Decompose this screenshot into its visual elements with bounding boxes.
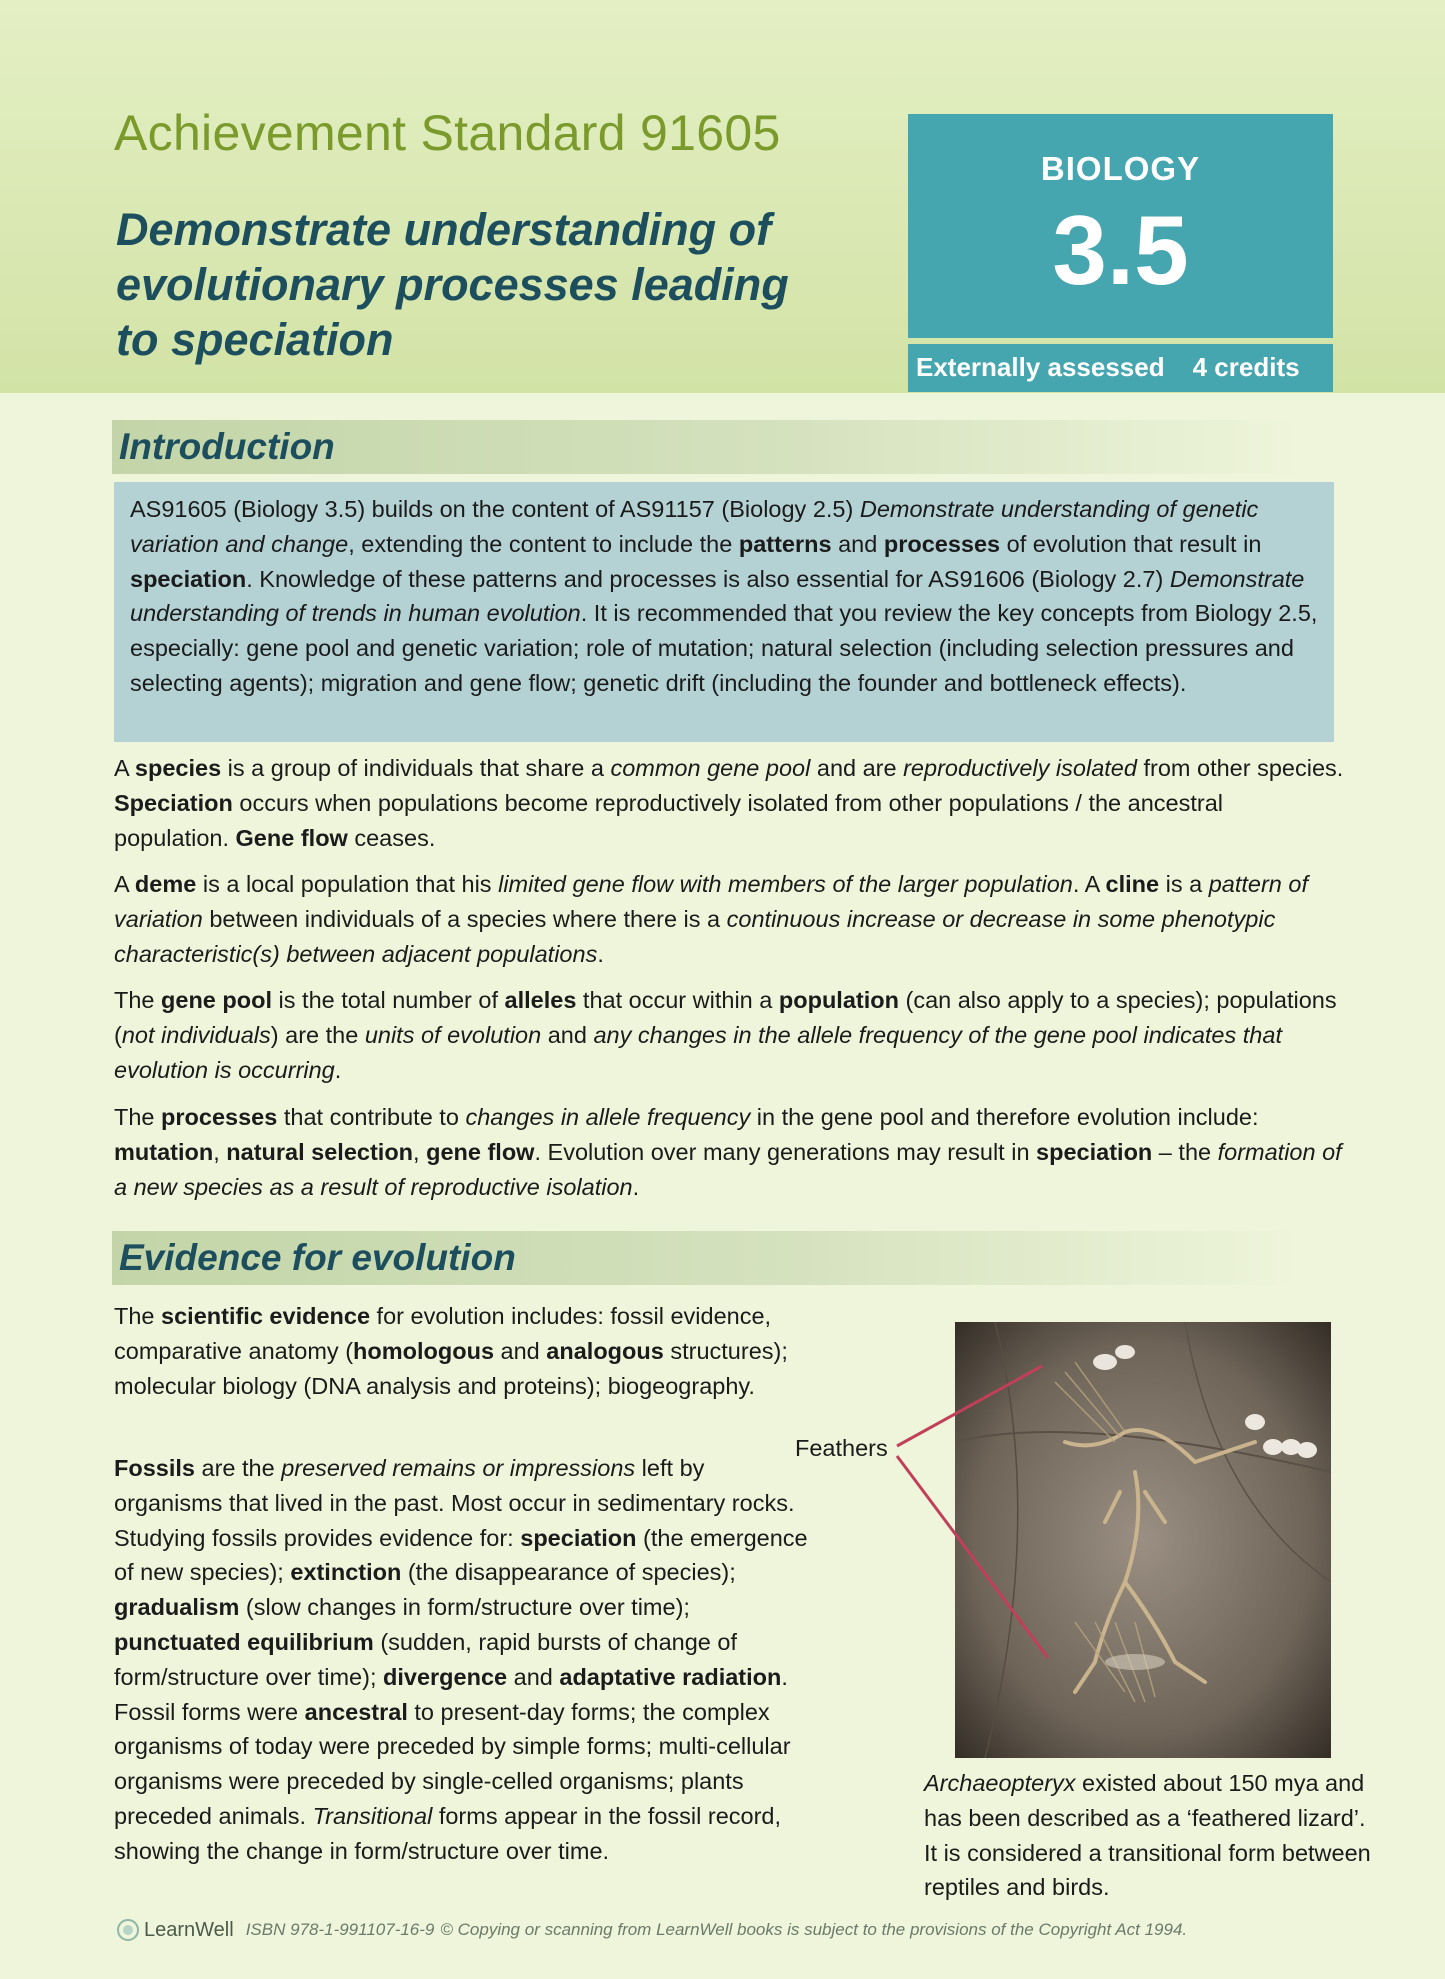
body-text: The [114,987,162,1013]
body-text: and [494,1337,547,1364]
body-text: A [114,871,135,897]
emphasis-text: not individuals [121,1021,271,1048]
key-term: cline [1105,871,1160,897]
emphasis-text: changes in allele frequency [465,1104,751,1130]
key-term: extinction [290,1559,402,1586]
body-text: , [213,1138,227,1165]
body-text: (slow changes in form/structure over time); [239,1594,690,1621]
emphasis-text: any changes in the allele frequency of the gene pool indicates that evolution is occurring [114,1021,1282,1083]
caption-species: Archaeopteryx [924,1770,1076,1796]
body-text: . Evolution over many generations may result in [534,1138,1037,1165]
badge-subject: BIOLOGY [1040,150,1201,187]
key-term: gradualism [114,1594,240,1621]
intro-text: and [831,530,884,557]
caption-text: existed about 150 mya and has been described as a ‘feathered lizard’. It is considered a transitional form between reptiles and birds. [924,1770,1371,1901]
body-text: (the disappearance of species); [401,1559,736,1586]
intro-term: patterns [738,530,832,557]
key-term: deme [134,871,197,897]
feathers-label: Feathers [795,1435,888,1461]
body-text: (the emergence of new species); [114,1524,808,1586]
body-text: . [334,1056,342,1083]
key-term: ancestral [304,1698,408,1725]
body-text: left by organisms that lived in the past. Most occur in sedimentary rocks. Studying fossils provides evidence for: [114,1455,795,1551]
intro-text: Demonstrate understanding of trends in human evolution [130,565,1305,627]
key-term: adaptative radiation [559,1663,782,1690]
key-term: gene pool [161,987,273,1013]
key-term: Gene flow [235,824,348,851]
body-text: occurs when populations become reproductively isolated from other populations / the ancestral population. [114,789,1224,851]
subtitle-line: Demonstrate understanding of [116,204,772,255]
evidence-heading: Evidence for evolution [112,1231,1302,1285]
emphasis-text: formation of a new species as a result of reproductive isolation [114,1138,1342,1200]
key-term: analogous [546,1337,664,1364]
emphasis-text: limited gene flow with members of the larger population [498,871,1073,897]
emphasis-text: pattern of variation [114,871,1309,932]
footer-isbn: ISBN 978-1-991107-16-9 [245,1920,435,1939]
body-text: forms appear in the fossil record, showing the change in form/structure over time. [114,1802,782,1864]
key-term: population [778,987,899,1013]
body-text: The [114,1303,162,1329]
body-text: A [114,755,135,781]
body-text: . [597,940,604,967]
assessment-strip [908,344,1333,392]
emphasis-text: Transitional [312,1802,433,1829]
intro-text: Demonstrate understanding of genetic variation and change [130,496,1259,557]
footer-copyright: © Copying or scanning from LearnWell books is subject to the provisions of the Copyright Act 1994. [440,1920,1188,1939]
key-term: alleles [504,987,577,1013]
intro-term: speciation [130,565,247,592]
body-text: is a [1159,871,1209,897]
intro-text: . It is recommended that you review the key concepts from Biology 2.5, especially: gene pool and genetic variation; role of mutation; natural selection (including selection pressures and selecting agents); migration and gene flow; genetic drift (including the founder and bottleneck effects). [130,600,1318,696]
species-paragraph [114,751,1344,855]
scientific-evidence-paragraph [114,1299,814,1403]
subtitle-line: to speciation [116,314,394,365]
body-text: that contribute to [277,1104,466,1130]
key-term: divergence [383,1663,508,1690]
key-term: natural selection [226,1138,414,1165]
body-text: to present-day forms; the complex organisms of today were preceded by simple forms; multi-cellular organisms were preceded by single-celled organisms; plants preceded animals. [114,1698,791,1829]
body-text: is the total number of [272,987,505,1013]
key-term: Speciation [114,789,233,816]
footer-brand: LearnWell [144,1918,234,1941]
emphasis-text: common gene pool [610,755,811,781]
body-text: from other species. [1136,755,1344,781]
body-text: (can also apply to a species); populations ( [114,987,1337,1048]
body-text: structures); molecular biology (DNA analysis and proteins); biogeography. [114,1337,788,1399]
body-text: ceases. [347,824,436,851]
archaeopteryx-fossil-photo [955,1322,1331,1758]
emphasis-text: continuous increase or decrease in some phenotypic characteristic(s) between adjacent populations [114,905,1276,967]
body-text: . Fossil forms were [114,1663,788,1725]
processes-paragraph [114,1100,1344,1204]
key-term: mutation [114,1138,214,1165]
intro-text: of evolution that result in [1000,530,1262,557]
key-term: Fossils [114,1455,195,1481]
intro-text: , extending the content to include the [348,530,739,557]
body-text: in the gene pool and therefore evolution include: [750,1104,1259,1130]
deme-paragraph [114,867,1344,971]
credits-label: 4 credits [1192,352,1300,382]
body-text: ) are the [270,1021,365,1048]
key-term: scientific evidence [161,1303,371,1329]
body-text: – the [1152,1138,1218,1165]
emphasis-text: preserved remains or impressions [281,1455,636,1481]
badge-number: 3.5 [1052,195,1189,305]
key-term: processes [161,1104,278,1130]
fossils-paragraph [114,1451,814,1869]
intro-term: processes [883,530,1001,557]
intro-text: AS91605 (Biology 3.5) builds on the content of AS91157 (Biology 2.5) [130,496,860,522]
standard-title: Achievement Standard 91605 [114,105,781,161]
figure-caption [924,1766,1384,1905]
body-text: between individuals of a species where there is a [202,905,727,932]
body-text: and are [810,755,904,781]
gene-pool-paragraph [114,983,1344,1087]
body-text: . A [1072,871,1106,897]
body-text: are the [194,1455,282,1481]
emphasis-text: reproductively isolated [903,755,1137,781]
page-footer [116,1918,1187,1942]
assessment-label: Externally assessed [916,352,1165,382]
subject-badge [908,114,1333,338]
body-text: The [114,1104,162,1130]
body-text: for evolution includes: fossil evidence, comparative anatomy ( [114,1303,772,1364]
key-term: homologous [353,1337,495,1364]
body-text: , [413,1138,427,1165]
emphasis-text: units of evolution [364,1021,542,1048]
key-term: gene flow [426,1138,535,1165]
key-term: speciation [520,1524,637,1551]
key-term: species [134,755,222,781]
key-term: punctuated equilibrium [114,1628,374,1655]
intro-callout [114,482,1334,742]
body-text: and [541,1021,594,1048]
body-text: is a group of individuals that share a [221,755,611,781]
standard-subtitle [116,202,836,367]
key-term: speciation [1036,1138,1153,1165]
subtitle-line: evolutionary processes leading [116,259,789,310]
body-text: that occur within a [576,987,779,1013]
introduction-heading: Introduction [112,420,1302,474]
intro-text: . Knowledge of these patterns and processes is also essential for AS91606 (Biology 2.7) [246,565,1170,592]
body-text: is a local population that his [196,871,499,897]
body-text: and [507,1663,560,1690]
body-text: . [632,1173,640,1200]
body-text: (sudden, rapid bursts of change of form/structure over time); [114,1628,737,1690]
learnwell-logo-icon [116,1918,140,1942]
